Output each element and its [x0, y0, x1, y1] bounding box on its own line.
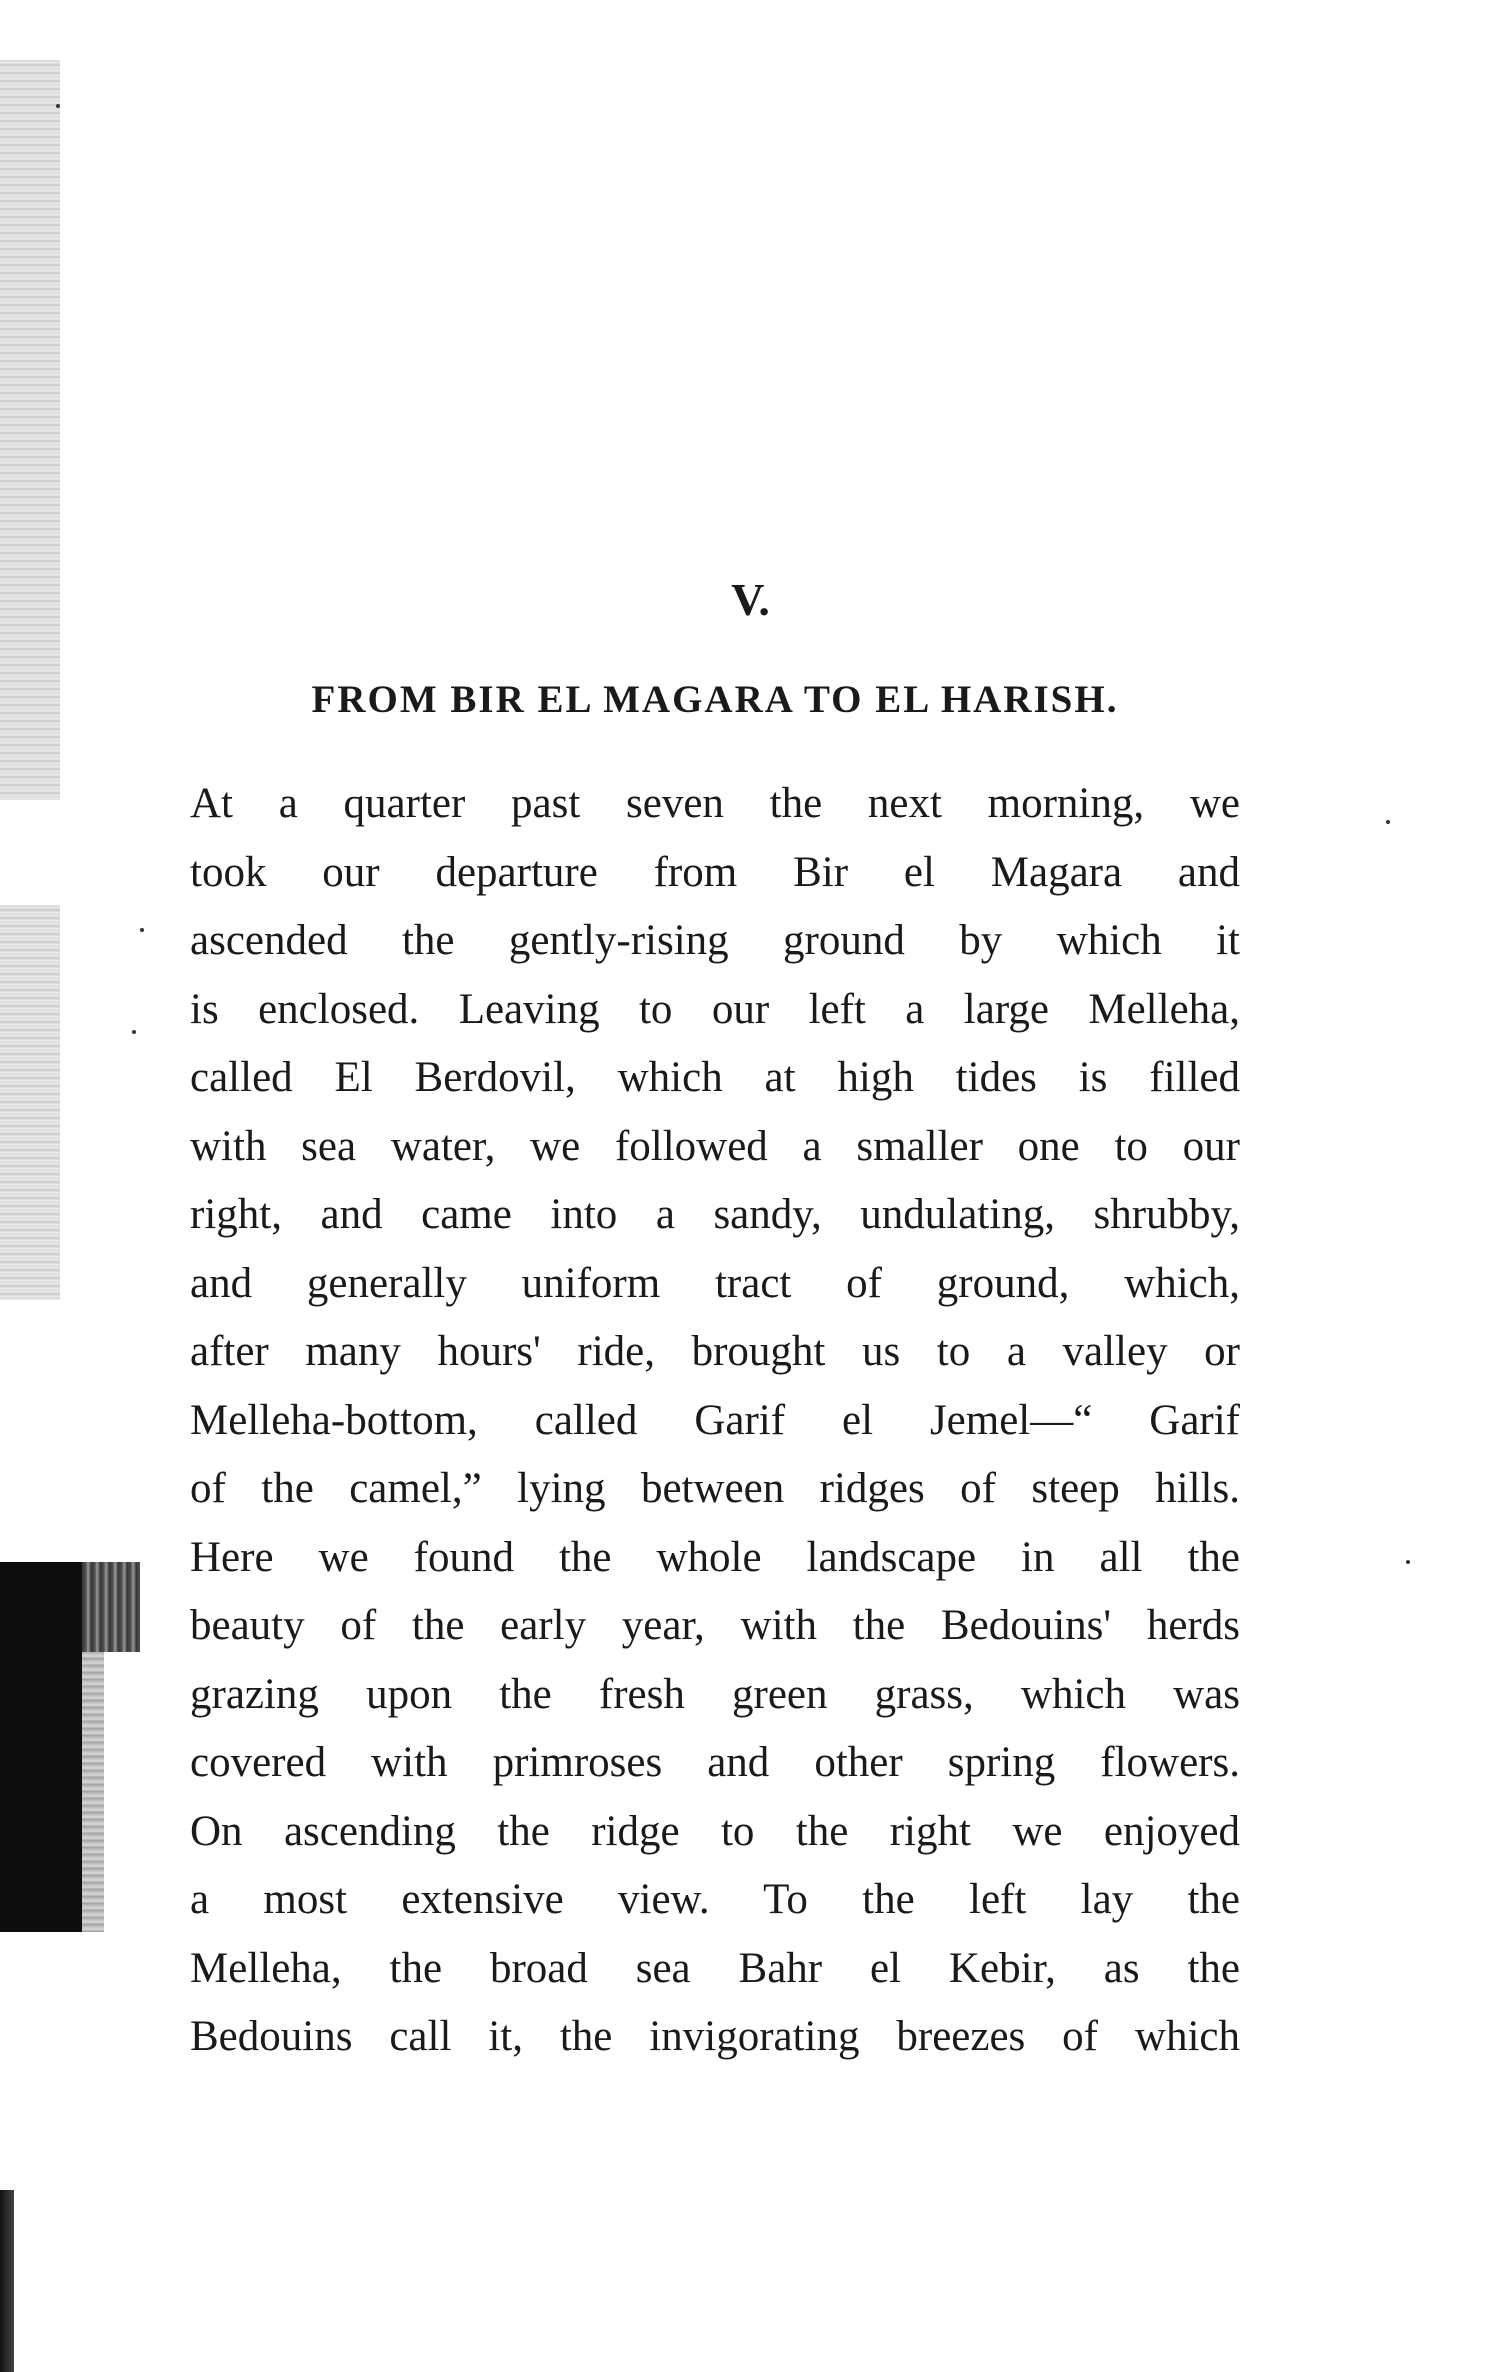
- scan-edge-shadow: [0, 905, 60, 1300]
- scan-edge-shadow: [0, 60, 60, 800]
- body-text: [190, 770, 1240, 2072]
- scan-black-bar: [0, 1562, 82, 1932]
- text-line: Melleha-bottom, called Garif el Jemel—“ Garif: [190, 1396, 1240, 1444]
- text-line: and generally uniform tract of ground, which,: [190, 1259, 1240, 1307]
- text-line: beauty of the early year, with the Bedouins' herds: [190, 1602, 1240, 1649]
- text-line: of the camel,” lying between ridges of steep hills.: [190, 1465, 1240, 1512]
- scan-speck: [132, 1030, 136, 1034]
- text-line: Melleha, the broad sea Bahr el Kebir, as the: [190, 1944, 1240, 1992]
- text-line: On ascending the ridge to the right we enjoyed: [190, 1807, 1240, 1855]
- text-line: is enclosed. Leaving to our left a large Melleha,: [190, 985, 1240, 1033]
- text-line: right, and came into a sandy, undulating, shrubby,: [190, 1191, 1240, 1238]
- text-line: with sea water, we followed a smaller one to our: [190, 1122, 1240, 1170]
- text-line: covered with primroses and other spring flowers.: [190, 1739, 1240, 1786]
- text-line: after many hours' ride, brought us to a valley or: [190, 1328, 1240, 1375]
- scan-black-bar-edge: [82, 1562, 140, 1652]
- scan-bottom-mark: [0, 2190, 14, 2372]
- text-line: grazing upon the fresh green grass, which was: [190, 1670, 1240, 1718]
- scan-speck: [140, 928, 144, 932]
- scan-speck: [1386, 820, 1390, 824]
- text-line: At a quarter past seven the next morning, we: [190, 780, 1240, 827]
- text-line: Bedouins call it, the invigorating breezes of which: [190, 2013, 1240, 2060]
- scan-speck: [56, 104, 60, 108]
- text-line: a most extensive view. To the left lay the: [190, 1876, 1240, 1923]
- text-line: took our departure from Bir el Magara and: [190, 848, 1240, 896]
- text-line: called El Berdovil, which at high tides is filled: [190, 1054, 1240, 1101]
- scan-black-bar-fade: [82, 1652, 104, 1932]
- chapter-number: V.: [731, 574, 770, 625]
- text-line: ascended the gently-rising ground by which it: [190, 917, 1240, 964]
- chapter-title: FROM BIR EL MAGARA TO EL HARISH.: [311, 678, 1119, 721]
- text-line: Here we found the whole landscape in all the: [190, 1533, 1240, 1581]
- scan-speck: [1406, 1560, 1410, 1564]
